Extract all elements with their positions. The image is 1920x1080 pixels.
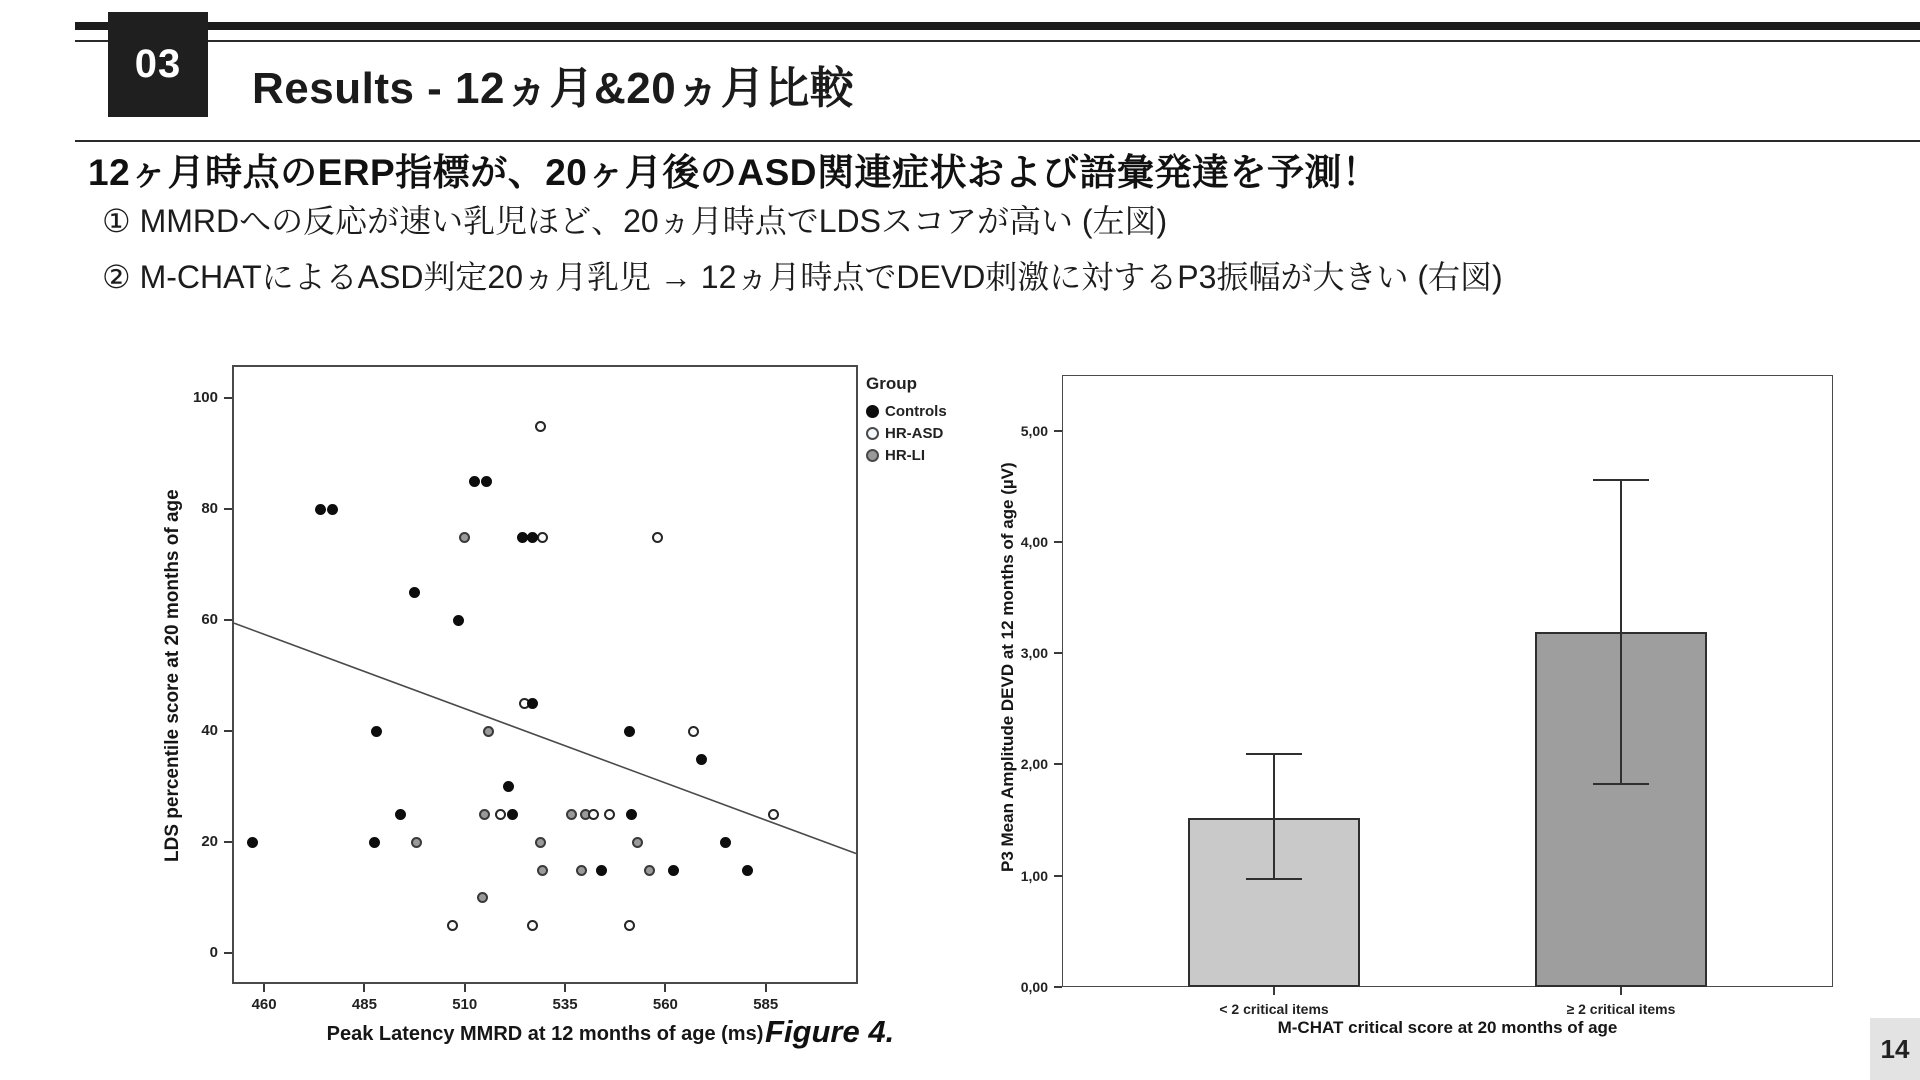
error-bar-cap-bottom bbox=[1246, 878, 1302, 880]
section-number-box bbox=[108, 12, 208, 117]
legend-title: Group bbox=[866, 374, 917, 393]
scatter-x-tick-label: 535 bbox=[552, 996, 578, 1013]
scatter-point-hr-li bbox=[576, 865, 587, 876]
legend-label-hr-asd: HR-ASD bbox=[885, 424, 944, 442]
scatter-point-hr-li bbox=[644, 865, 655, 876]
headline: 12ヶ月時点のERP指標が、20ヶ月後のASD関連症状および語彙発達を予測！ bbox=[88, 152, 1380, 193]
scatter-x-tick bbox=[263, 984, 265, 992]
scatter-point-hr-asd bbox=[588, 809, 599, 820]
scatter-x-tick-label: 510 bbox=[452, 996, 478, 1013]
legend-item-hr-li bbox=[866, 444, 947, 466]
scatter-point-hr-asd bbox=[652, 532, 663, 543]
figure-caption: Figure 4. bbox=[765, 1014, 895, 1049]
scatter-y-tick bbox=[224, 508, 232, 510]
bar-x-tick bbox=[1620, 987, 1622, 995]
scatter-point-controls bbox=[720, 837, 731, 848]
scatter-point-controls bbox=[371, 726, 382, 737]
scatter-point-controls bbox=[626, 809, 637, 820]
scatter-x-tick bbox=[464, 984, 466, 992]
hr-li-marker-icon bbox=[866, 449, 879, 462]
scatter-y-tick-label: 100 bbox=[192, 389, 218, 407]
hr-asd-marker-icon bbox=[866, 427, 879, 440]
error-bar-cap-top bbox=[1246, 753, 1302, 755]
bar-y-tick bbox=[1054, 541, 1062, 543]
bullet-1: ① MMRDへの反応が速い乳児ほど、20ヵ月時点でLDSスコアが高い (左図) bbox=[102, 203, 1168, 239]
scatter-legend bbox=[866, 374, 947, 466]
bar-y-tick bbox=[1054, 763, 1062, 765]
error-bar-line bbox=[1620, 480, 1622, 785]
page-title: Results - 12ヵ月&20ヵ月比較 bbox=[252, 64, 855, 113]
scatter-point-controls bbox=[624, 726, 635, 737]
scatter-y-tick-label: 40 bbox=[201, 722, 218, 740]
bar-chart-frame bbox=[1062, 375, 1833, 987]
scatter-point-controls bbox=[596, 865, 607, 876]
scatter-point-controls bbox=[453, 615, 464, 626]
legend-label-controls: Controls bbox=[885, 402, 947, 420]
legend-label-hr-li: HR-LI bbox=[885, 446, 925, 464]
scatter-point-controls bbox=[315, 504, 326, 515]
section-number: 03 bbox=[134, 42, 182, 86]
scatter-point-hr-li bbox=[566, 809, 577, 820]
bar-y-tick-label: 5,00 bbox=[1020, 422, 1048, 439]
scatter-y-tick-label: 80 bbox=[201, 500, 218, 518]
error-bar-cap-bottom bbox=[1593, 783, 1649, 785]
page-number: 14 bbox=[1880, 1033, 1910, 1064]
bar-y-tick-label: 1,00 bbox=[1020, 867, 1048, 884]
scatter-x-tick-label: 560 bbox=[652, 996, 678, 1013]
bar-y-tick bbox=[1054, 430, 1062, 432]
scatter-x-tick-label: 585 bbox=[753, 996, 779, 1013]
scatter-x-tick-label: 460 bbox=[251, 996, 277, 1013]
error-bar-cap-top bbox=[1593, 479, 1649, 481]
scatter-point-controls bbox=[742, 865, 753, 876]
scatter-x-tick bbox=[363, 984, 365, 992]
header-top-bar bbox=[75, 22, 1920, 30]
page-number-box bbox=[1870, 1018, 1920, 1080]
bar-y-axis-title: P3 Mean Amplitude DEVD at 12 months of age (µV) bbox=[998, 462, 1017, 872]
legend-item-controls bbox=[866, 400, 947, 422]
scatter-point-controls bbox=[696, 754, 707, 765]
bar-x-tick bbox=[1273, 987, 1275, 995]
scatter-point-controls bbox=[369, 837, 380, 848]
error-bar-line bbox=[1273, 754, 1275, 879]
bar-category-label: ≥ 2 critical items bbox=[1566, 1001, 1676, 1017]
scatter-x-tick bbox=[765, 984, 767, 992]
scatter-point-hr-li bbox=[632, 837, 643, 848]
scatter-point-hr-asd bbox=[604, 809, 615, 820]
bar-y-tick-label: 4,00 bbox=[1020, 533, 1048, 550]
scatter-y-tick-label: 60 bbox=[201, 611, 218, 629]
bar-y-tick-label: 2,00 bbox=[1020, 756, 1048, 773]
scatter-y-tick bbox=[224, 730, 232, 732]
controls-marker-icon bbox=[866, 405, 879, 418]
bar-y-tick-label: 0,00 bbox=[1020, 979, 1048, 995]
scatter-point-controls bbox=[668, 865, 679, 876]
legend-item-hr-asd bbox=[866, 422, 947, 444]
scatter-x-tick-label: 485 bbox=[351, 996, 377, 1013]
scatter-x-axis-title: Peak Latency MMRD at 12 months of age (ms) bbox=[326, 1023, 764, 1045]
scatter-y-tick bbox=[224, 841, 232, 843]
scatter-point-hr-li bbox=[459, 532, 470, 543]
scatter-point-hr-asd bbox=[688, 726, 699, 737]
bar-category-label: < 2 critical items bbox=[1219, 1001, 1329, 1017]
scatter-y-tick bbox=[224, 619, 232, 621]
scatter-y-tick bbox=[224, 397, 232, 399]
scatter-y-axis-title: LDS percentile score at 20 months of age bbox=[162, 489, 183, 862]
scatter-y-tick bbox=[224, 952, 232, 954]
scatter-point-controls bbox=[247, 837, 258, 848]
bar-y-tick-label: 3,00 bbox=[1020, 645, 1048, 662]
bullet-2: ② M-CHATによるASD判定20ヵ月乳児 → 12ヵ月時点でDEVD刺激に対するP3振幅が大きい (右図) bbox=[102, 259, 1503, 295]
scatter-y-tick-label: 0 bbox=[209, 944, 218, 962]
bar-y-tick bbox=[1054, 652, 1062, 654]
scatter-point-hr-asd bbox=[624, 920, 635, 931]
scatter-x-tick bbox=[664, 984, 666, 992]
bar-y-tick bbox=[1054, 875, 1062, 877]
scatter-point-hr-li bbox=[411, 837, 422, 848]
bar-x-axis-title: M-CHAT critical score at 20 months of age bbox=[1277, 1018, 1618, 1037]
bar-y-tick bbox=[1054, 986, 1062, 988]
scatter-x-tick bbox=[564, 984, 566, 992]
header-top-line bbox=[75, 40, 1920, 42]
scatter-trendline-layer bbox=[232, 365, 858, 984]
scatter-point-controls bbox=[327, 504, 338, 515]
scatter-y-tick-label: 20 bbox=[201, 833, 218, 851]
